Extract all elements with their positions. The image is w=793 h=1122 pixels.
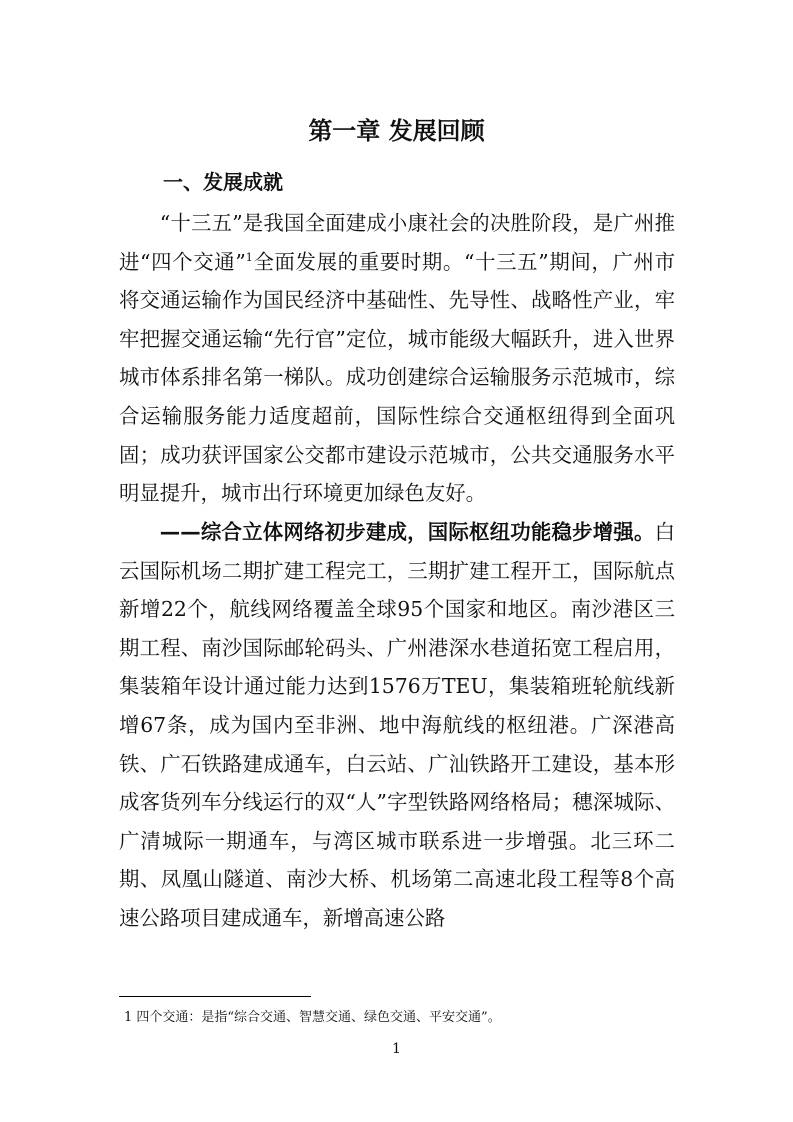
page-number: 1	[392, 1041, 401, 1057]
section-heading: 一、发展成就	[163, 170, 283, 194]
footnote: 1 四个交通：是指“综合交通、智慧交通、绿色交通、平安交通”。	[124, 1010, 501, 1025]
body-paragraph-2	[119, 513, 675, 938]
chapter-title: 第一章 发展回顾	[308, 117, 485, 145]
footnote-divider	[119, 996, 311, 997]
paragraph-2-lead-sentence: ——综合立体网络初步建成，国际枢纽功能稳步增强。	[159, 520, 655, 544]
body-paragraph-1	[119, 204, 675, 513]
paragraph-2-text: 白云国际机场二期扩建工程完工，三期扩建工程开工，国际航点新增22个，航线网络覆盖全球95个国家和地区。南沙港区三期工程、南沙国际邮轮码头、广州港深水巷道拓宽工程启用，集装箱年设计通过能力达到1576万TEU，集装箱班轮航线新增67条，成为国内至非洲、地中海航线的枢纽港。广深港高铁、广石铁路建成通车，白云站、广汕铁路开工建设，基本形成客货列车分线运行的双“人”字型铁路网络格局；穗深城际、广清城际一期通车，与湾区城市联系进一步增强。北三环二期、凤凰山隧道、南沙大桥、机场第二高速北段工程等8个高速公路项目建成通车，新增高速公路	[119, 520, 675, 930]
paragraph-1-text-rest: 全面发展的重要时期。“十三五”期间，广州市将交通运输作为国民经济中基础性、先导性、战略性产业，牢牢把握交通运输“先行官”定位，城市能级大幅跃升，进入世界城市体系排名第一梯队。成功创建综合运输服务示范城市，综合运输服务能力适度超前，国际性综合交通枢纽得到全面巩固；成功获评国家公交都市建设示范城市，公共交通服务水平明显提升，城市出行环境更加绿色友好。	[119, 249, 675, 506]
paragraph-1-text-start: “十三五”是我国全面建成小康社会的决胜阶段，是广州推进“四个交通”	[119, 211, 675, 274]
footnote-reference: 1	[245, 250, 253, 264]
